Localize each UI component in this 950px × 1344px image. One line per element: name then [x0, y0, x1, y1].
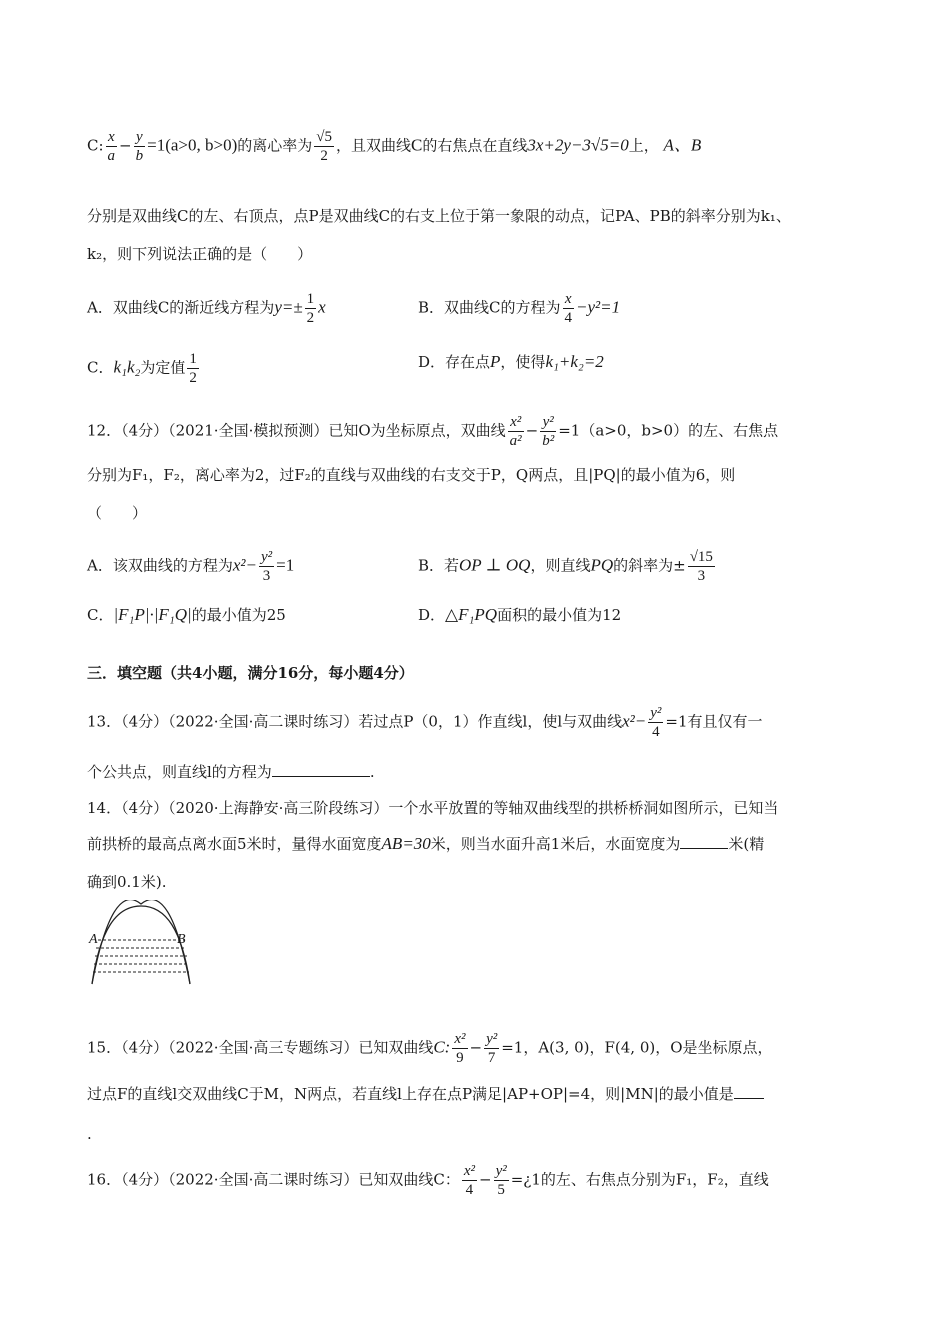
q11-option-a-math: y=±	[274, 297, 303, 317]
arch-curve-left	[92, 900, 190, 984]
q14-line2a: 前拱桥的最高点离水面5米时，量得水面宽度	[87, 835, 382, 853]
q15-tail: =1，A(3, 0)，F(4, 0)，O是坐标原点，	[501, 1038, 773, 1057]
q14-line2b: 米，则当水面升高1米后，水面宽度为	[430, 835, 681, 853]
q15-head: 15．（4分）（2022·全国·高三专题练习）已知双曲线	[87, 1038, 434, 1057]
q15-answer-blank[interactable]	[734, 1084, 764, 1099]
q15-frac2: $\frac{\text{y²}}{7}$	[486, 1031, 498, 1066]
q11-option-c-frac: $\frac{1}{2}$	[189, 351, 197, 386]
q11-option-c[interactable]	[87, 350, 201, 387]
q12-frac2: $\frac{\text{y²}}{\text{b²}}$	[542, 414, 555, 449]
q12-option-b-pq: PQ	[590, 555, 614, 575]
q15-lead: C:	[433, 1037, 451, 1057]
figure-label-b: B	[177, 932, 186, 947]
q12-option-b-mid2: 的斜率为±	[613, 556, 686, 575]
q16-line1: 16．（4分）（2022·全国·高二课时练习）已知双曲线C： $\frac{\text{x²}}{4}$ − $\frac{\text{y²}}{5}$ =¿1的左、右焦点分别为F₁，F₂，直线	[87, 1163, 769, 1198]
q12-head: 12．（4分）（2021·全国·模拟预测）已知O为坐标原点，双曲线	[87, 421, 506, 440]
q11-option-a-text: A．双曲线C的渐近线方程为	[87, 298, 275, 317]
q11-ecc-text: 的离心率为	[237, 136, 313, 155]
q13-line2-text: 个公共点，则直线l的方程为	[87, 763, 272, 781]
q11-line1: C: $\frac{x}{a}$ − $\frac{y}{b}$ =1(a>0, b>0)的离心率为 $\frac{√5}{2}$ ，且双曲线C的右焦点在直线3x+2y−3√5=0上， A、B	[87, 129, 702, 164]
q13-answer-blank[interactable]	[272, 762, 370, 777]
q11-line3: k₂，则下列说法正确的是（ ）	[87, 245, 313, 263]
q14-line2c: 米(精	[728, 835, 765, 853]
q15-line3: .	[87, 1125, 92, 1143]
q11-option-b-text: B．双曲线C的方程为	[418, 298, 561, 317]
q11-option-c-mid: 为定值	[140, 358, 186, 377]
q11-option-d-math: P	[490, 352, 501, 371]
q11-mid-c: C	[411, 135, 423, 155]
q14-line1: 14．（4分）（2020·上海静安·高三阶段练习）一个水平放置的等轴双曲线型的拱桥桥洞如图所示，已知当	[87, 799, 779, 817]
q12-frac1: $\frac{\text{x²}}{\text{a²}}$	[509, 414, 522, 449]
q16-head: 16．（4分）（2022·全国·高二课时练习）已知双曲线C：	[87, 1170, 460, 1189]
q11-option-c-math: k₁k₂	[113, 357, 141, 377]
q11-ecc-frac: $\frac{√5}{2}$	[316, 129, 332, 164]
q12-option-c-math: |F₁P|·|F₁Q|	[113, 605, 192, 624]
figure-label-a: A	[89, 932, 98, 947]
q11-option-a-frac: $\frac{1}{2}$	[306, 291, 315, 326]
q13-math: x²−	[622, 711, 647, 731]
q12-line2: 分别为F₁，F₂，离心率为2，过F₂的直线与双曲线的右支交于P，Q两点，且|PQ|的最小值为6，则	[87, 466, 736, 484]
q16-tail: =¿1的左、右焦点分别为F₁，F₂，直线	[510, 1170, 769, 1189]
q11-option-d-text: D．存在点	[418, 353, 491, 371]
q11-option-a[interactable]	[87, 290, 326, 327]
q12-option-d-math: △F₁PQ	[445, 605, 498, 624]
q12-line1: 12．（4分）（2021·全国·模拟预测）已知O为坐标原点，双曲线 $\frac{\text{x²}}{\text{a²}}$ − $\frac{\text{y²}}{\text{b²}}$ =1（a>0，b>0）的左、右焦点	[87, 414, 779, 449]
q14-line2-math: AB=30	[381, 834, 431, 853]
q13-frac: $\frac{\text{y²}}{4}$	[650, 705, 662, 740]
q14-line2	[87, 834, 764, 854]
q11-lead: C:	[87, 136, 104, 155]
q12-line3: （ ）	[87, 504, 148, 522]
q16-frac1: $\frac{\text{x²}}{4}$	[463, 1163, 475, 1198]
q13-end: .	[369, 763, 375, 781]
q13-head: 13．（4分）（2022·全国·高二课时练习）若过点P（0，1）作直线l，使l与双曲线	[87, 712, 623, 731]
q15-frac1: $\frac{\text{x²}}{9}$	[454, 1031, 466, 1066]
q12-option-b-text: B．若	[418, 556, 460, 575]
q11-option-b-tail: −y²=1	[576, 297, 621, 317]
q12-option-a-text: A．该双曲线的方程为	[87, 556, 233, 575]
q12-option-a-tail: =1	[276, 555, 295, 575]
q14-line3: 确到0.1米).	[87, 873, 167, 891]
q12-option-b-math: OP ⊥ OQ	[459, 555, 531, 575]
q12-option-b[interactable]	[418, 548, 717, 585]
q15-line1: 15．（4分）（2022·全国·高三专题练习）已知双曲线C: $\frac{\text{x²}}{9}$ − $\frac{\text{y²}}{7}$ =1，A(3, 0)，F(4, 0)，O是坐标原点，	[87, 1031, 773, 1066]
q11-ab: A、B	[663, 135, 702, 155]
q12-option-a-frac: $\frac{\text{y²}}{3}$	[260, 549, 273, 584]
q11-frac1: $\frac{x}{a}$	[107, 129, 116, 164]
q11-frac2: $\frac{y}{b}$	[135, 129, 144, 164]
q11-option-d[interactable]	[418, 352, 604, 372]
q12-option-a[interactable]	[87, 548, 294, 585]
q11-line-eq: 3x+2y−3√5=0	[527, 135, 629, 155]
q13-tail: =1有且仅有一	[665, 712, 763, 731]
q11-option-d-eq: k₁+k₂=2	[545, 352, 604, 371]
q11-line2: 分别是双曲线C的左、右顶点，点P是双曲线C的右支上位于第一象限的动点，记PA、PB的斜率分别为k₁、	[87, 207, 791, 225]
q15-line2-text: 过点F的直线l交双曲线C于M，N两点，若直线l上存在点P满足|AP+OP|=4，则|MN|的最小值是	[87, 1085, 734, 1103]
q13-line1	[87, 704, 763, 741]
q12-option-a-math: x²−	[232, 555, 257, 575]
q12-option-b-mid: ，则直线	[530, 556, 591, 575]
q11-option-d-mid: ，使得	[500, 353, 546, 371]
q11-option-b-frac: $\frac{x}{4}$	[564, 291, 573, 326]
q11-mid2: 的右焦点在直线	[422, 136, 528, 155]
q16-frac2: $\frac{\text{y²}}{5}$	[495, 1163, 507, 1198]
q12-option-c-text: C．	[87, 606, 114, 624]
q12-option-d-text: D．	[418, 606, 446, 624]
q13-line2	[87, 762, 375, 782]
q12-option-c[interactable]	[87, 605, 286, 625]
q11-mid3: 上，	[628, 136, 659, 155]
q11-option-c-text: C．	[87, 358, 114, 377]
q11-option-a-tail: x	[318, 297, 326, 317]
q11-option-b[interactable]	[418, 290, 620, 327]
q12-option-b-frac: $\frac{√15}{3}$	[689, 549, 713, 584]
q15-line2	[87, 1084, 764, 1104]
q14-answer-blank[interactable]	[680, 834, 728, 849]
q12-tail: =1（a>0，b>0）的左、右焦点	[558, 421, 779, 440]
q11-eq-tail: =1(a>0, b>0)	[147, 135, 238, 155]
section-heading: 三．填空题（共4小题，满分16分，每小题4分）	[87, 664, 414, 682]
q12-option-c-tail: 的最小值为25	[191, 606, 286, 624]
q12-option-d[interactable]	[418, 605, 621, 625]
q12-option-d-tail: 面积的最小值为12	[497, 606, 622, 624]
q11-mid1: ，且双曲线	[336, 136, 412, 155]
